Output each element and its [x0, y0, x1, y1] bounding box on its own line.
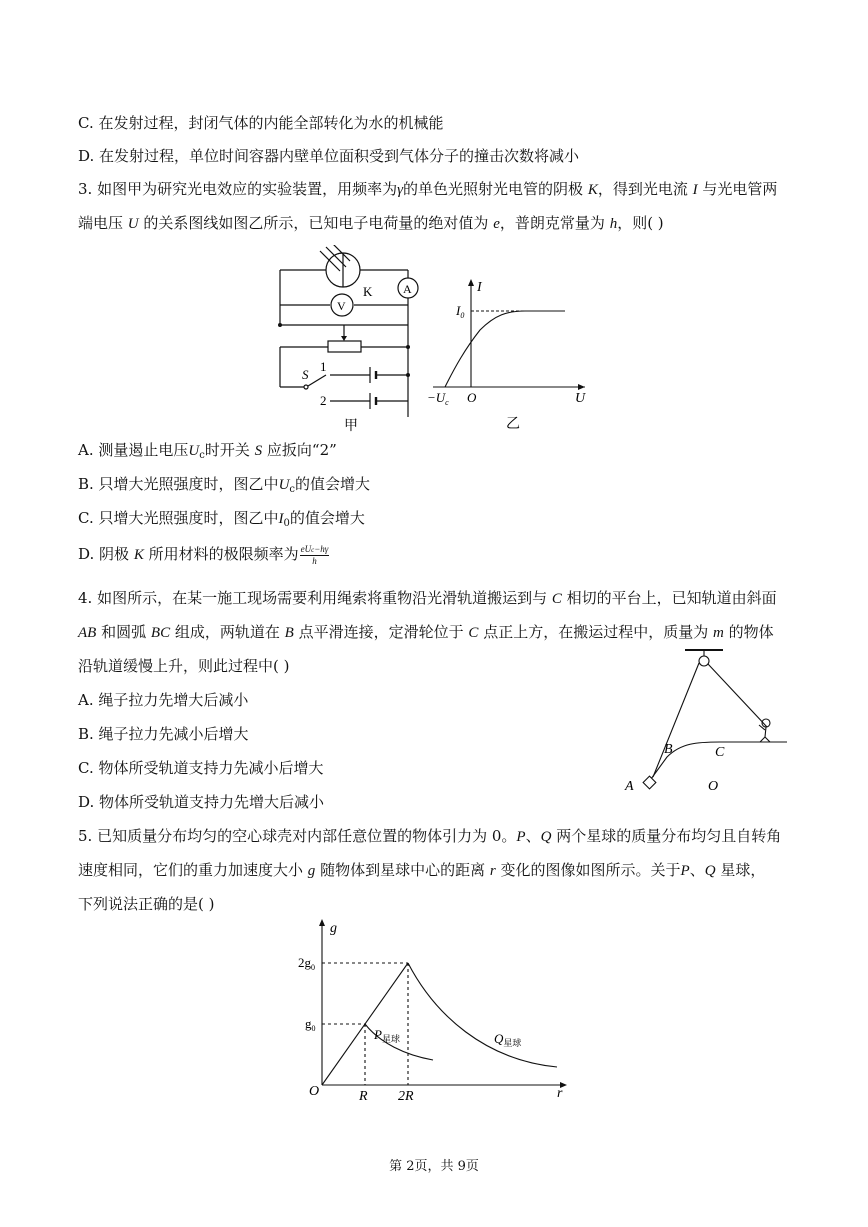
- q3-stem-line1: 3. 如图甲为研究光电效应的实验装置，用频率为γ的单色光照射光电管的阴极 K，得到光电流 I 与光电管两: [78, 180, 778, 198]
- q4-label-a: A: [625, 779, 634, 794]
- q5-stem-line2: 速度相同，它们的重力加速度大小 g 随物体到星球中心的距离 r 变化的图像如图所示。关于P、Q 星球，: [78, 861, 766, 879]
- q5-stem-line1: 5. 已知质量分布均匀的空心球壳对内部任意位置的物体引力为 0。P、Q 两个星球的质量分布均匀且自转角: [78, 827, 782, 845]
- q5-label-g0: $g_0$: [305, 1016, 316, 1033]
- q5-origin: O: [309, 1084, 320, 1099]
- q5-axis-r: r: [557, 1086, 563, 1101]
- q3-graph-label-neg-uc: $-U_c$: [427, 390, 449, 407]
- q3-option-d: D. 阴极 K 所用材料的极限频率为 $\frac{\text{eUc−hγ}}{h}$: [78, 544, 329, 566]
- q5-label-q-star: $Q_{星球}$: [494, 1031, 522, 1048]
- q4-track-diagram: [615, 645, 790, 800]
- q3-iu-graph: [425, 275, 595, 435]
- q3-stem-line2: 端电压 U 的关系图线如图乙所示，已知电子电荷量的绝对值为 e，普朗克常量为 h，则( ): [78, 214, 664, 232]
- q4-stem-line1: 4. 如图所示，在某一施工现场需要利用绳索将重物沿光滑轨道搬运到与 C 相切的平台上，已知轨道由斜面: [78, 589, 777, 607]
- q4-option-d: D. 物体所受轨道支持力先增大后减小: [78, 793, 325, 811]
- q5-stem-line3: 下列说法正确的是( ): [78, 895, 215, 913]
- q4-option-c: C. 物体所受轨道支持力先减小后增大: [78, 759, 324, 777]
- q3-circuit-label-2: 2: [320, 393, 327, 408]
- q3-frac: $\frac{\text{eUc−hγ}}{h}$: [300, 544, 329, 566]
- q5-label-2g0: $2g_0$: [298, 955, 315, 972]
- page-number: 第 2页，共 9页: [389, 1159, 479, 1174]
- q3-circuit-label-a: A: [403, 282, 412, 296]
- q5-label-r: R: [359, 1089, 368, 1104]
- q3-circuit-label-s: S: [302, 367, 309, 382]
- q5-label-p-star: $P_{星球}$: [374, 1027, 400, 1044]
- q4-option-b: B. 绳子拉力先减小后增大: [78, 725, 249, 743]
- q4-label-b: B: [664, 742, 673, 757]
- q4-stem-line3: 沿轨道缓慢上升，则此过程中( ): [78, 657, 290, 675]
- q3-graph-origin: O: [467, 390, 477, 405]
- q3-circuit-label-k: K: [363, 284, 373, 299]
- q4-option-a: A. 绳子拉力先增大后减小: [78, 691, 249, 709]
- q5-axis-g: g: [330, 921, 337, 936]
- q5-label-2r: 2R: [398, 1089, 414, 1104]
- q3-circuit-caption: 甲: [344, 419, 358, 434]
- q4-label-o: O: [708, 779, 719, 794]
- q2-option-c: C. 在发射过程，封闭气体的内能全部转化为水的机械能: [78, 114, 444, 132]
- q3-option-b: B. 只增大光照强度时，图乙中$U_c$的值会增大: [78, 475, 371, 495]
- q3-graph-axis-i: I: [477, 280, 482, 295]
- q5-g-r-graph: [295, 915, 575, 1105]
- q3-option-a: A. 测量遏止电压$U_c$时开关 S 应扳向“2”: [78, 441, 337, 461]
- q3-circuit-label-v: V: [337, 299, 346, 313]
- q3-graph-label-i0: $I_0$: [456, 303, 465, 320]
- q4-stem-line2: AB 和圆弧 BC 组成，两轨道在 B 点平滑连接，定滑轮位于 C 点正上方，在搬运过程中，质量为 m 的物体: [78, 623, 774, 641]
- q3-circuit-diagram: [270, 245, 420, 435]
- q2-option-d: D. 在发射过程，单位时间容器内壁单位面积受到气体分子的撞击次数将减小: [78, 147, 580, 165]
- q3-graph-axis-u: U: [575, 391, 586, 406]
- q3-graph-caption: 乙: [506, 417, 520, 432]
- q3-circuit-label-1: 1: [320, 359, 327, 374]
- q4-label-c: C: [715, 745, 725, 760]
- q3-option-c: C. 只增大光照强度时，图乙中$I_0$的值会增大: [78, 509, 365, 529]
